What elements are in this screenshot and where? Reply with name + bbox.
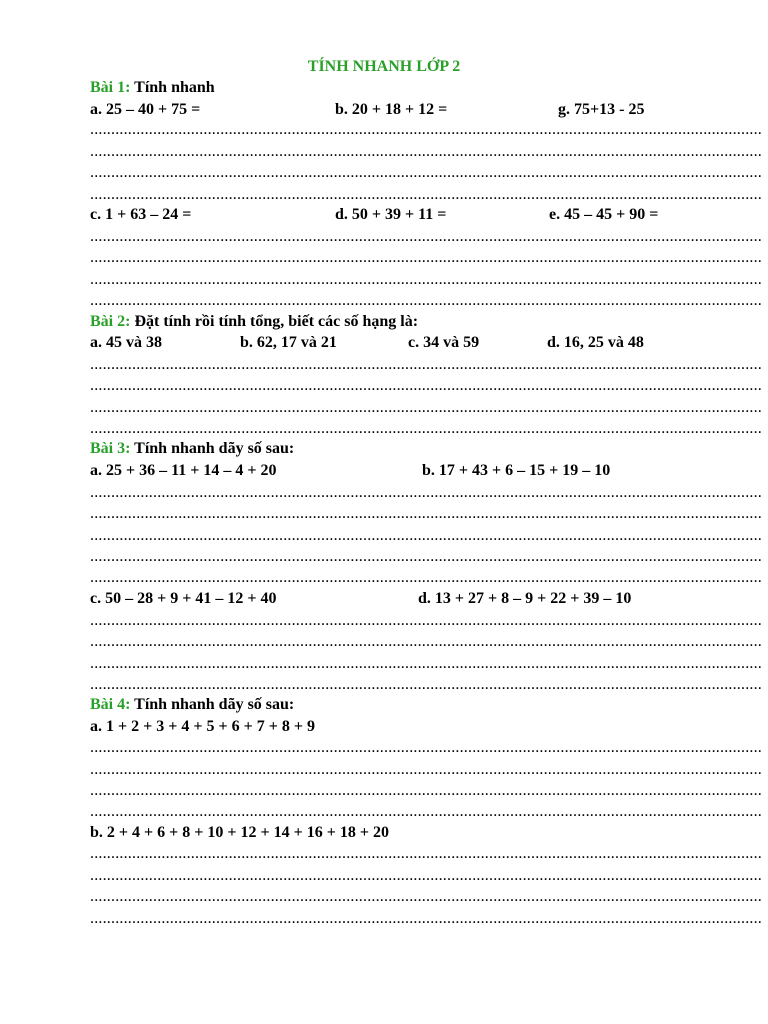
exercise-3-item-a: a. 25 + 36 – 11 + 14 – 4 + 20: [90, 462, 277, 479]
answer-line: ................................................................................................................................................................: [90, 356, 762, 373]
answer-line: ................................................................................................................................................................: [90, 803, 762, 820]
answer-line: ................................................................................................................................................................: [90, 612, 762, 629]
answer-line: ................................................................................................................................................................: [90, 505, 762, 522]
exercise-4-heading: [90, 694, 294, 715]
exercise-4-item-b: b. 2 + 4 + 6 + 8 + 10 + 12 + 14 + 16 + 18 + 20: [90, 824, 389, 841]
answer-line: ................................................................................................................................................................: [90, 867, 762, 884]
exercise-1-item-a: a. 25 – 40 + 75 =: [90, 101, 201, 118]
exercise-4-item-a: a. 1 + 2 + 3 + 4 + 5 + 6 + 7 + 8 + 9: [90, 718, 315, 735]
answer-line: ................................................................................................................................................................: [90, 186, 762, 203]
answer-line: ................................................................................................................................................................: [90, 399, 762, 416]
exercise-4-text: Tính nhanh dãy số sau:: [130, 696, 295, 713]
answer-line: ................................................................................................................................................................: [90, 164, 762, 181]
exercise-3-item-d: d. 13 + 27 + 8 – 9 + 22 + 39 – 10: [418, 590, 632, 607]
answer-line: ................................................................................................................................................................: [90, 655, 762, 672]
exercise-1-item-b: b. 20 + 18 + 12 =: [335, 101, 448, 118]
answer-line: ................................................................................................................................................................: [90, 845, 762, 862]
exercise-4-number: Bài 4:: [90, 696, 131, 713]
exercise-2-heading: [90, 311, 418, 332]
exercise-1-number: Bài 1:: [90, 79, 131, 96]
exercise-1-item-e: e. 45 – 45 + 90 =: [549, 206, 659, 223]
answer-line: ................................................................................................................................................................: [90, 782, 762, 799]
answer-line: ................................................................................................................................................................: [90, 569, 762, 586]
answer-line: ................................................................................................................................................................: [90, 739, 762, 756]
exercise-3-item-c: c. 50 – 28 + 9 + 41 – 12 + 40: [90, 590, 277, 607]
exercise-3-text: Tính nhanh dãy số sau:: [130, 440, 295, 457]
answer-line: ................................................................................................................................................................: [90, 633, 762, 650]
exercise-1-item-d: d. 50 + 39 + 11 =: [335, 206, 447, 223]
exercise-2-item-c: c. 34 và 59: [408, 334, 480, 351]
answer-line: ................................................................................................................................................................: [90, 121, 762, 138]
answer-line: ................................................................................................................................................................: [90, 484, 762, 501]
exercise-3-heading: [90, 438, 294, 459]
exercise-2-text: Đặt tính rồi tính tổng, biết các số hạng là:: [130, 313, 419, 330]
exercise-2-item-d: d. 16, 25 và 48: [547, 334, 644, 351]
answer-line: ................................................................................................................................................................: [90, 249, 762, 266]
answer-line: ................................................................................................................................................................: [90, 676, 762, 693]
answer-line: ................................................................................................................................................................: [90, 143, 762, 160]
exercise-1-heading: [90, 77, 215, 98]
answer-line: ................................................................................................................................................................: [90, 888, 762, 905]
answer-line: ................................................................................................................................................................: [90, 761, 762, 778]
exercise-2-item-b: b. 62, 17 và 21: [240, 334, 337, 351]
exercise-2-number: Bài 2:: [90, 313, 131, 330]
answer-line: ................................................................................................................................................................: [90, 910, 762, 927]
answer-line: ................................................................................................................................................................: [90, 527, 762, 544]
answer-line: ................................................................................................................................................................: [90, 548, 762, 565]
page-title: TÍNH NHANH LỚP 2: [307, 58, 461, 75]
answer-line: ................................................................................................................................................................: [90, 292, 762, 309]
answer-line: ................................................................................................................................................................: [90, 420, 762, 437]
answer-line: ................................................................................................................................................................: [90, 377, 762, 394]
exercise-3-item-b: b. 17 + 43 + 6 – 15 + 19 – 10: [422, 462, 611, 479]
answer-line: ................................................................................................................................................................: [90, 271, 762, 288]
exercise-3-number: Bài 3:: [90, 440, 131, 457]
exercise-2-item-a: a. 45 và 38: [90, 334, 162, 351]
exercise-1-item-c: c. 1 + 63 – 24 =: [90, 206, 192, 223]
exercise-1-text: Tính nhanh: [130, 79, 215, 96]
answer-line: ................................................................................................................................................................: [90, 228, 762, 245]
exercise-1-item-g: g. 75+13 - 25: [558, 101, 645, 118]
